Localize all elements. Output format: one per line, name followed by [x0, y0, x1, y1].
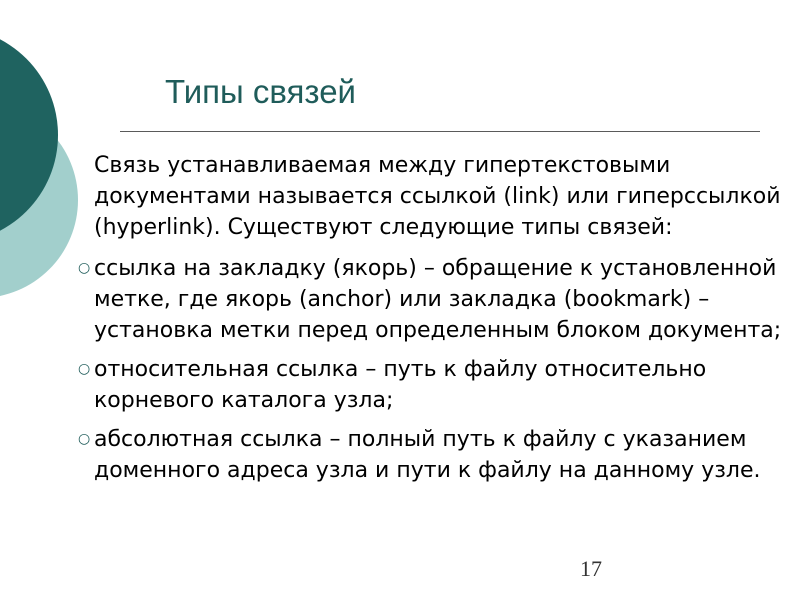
slide-title: Типы связей — [165, 73, 356, 110]
bullet-text: ссылка на закладку (якорь) – обращение к установленной метке, где якорь (anchor) или закладка (bookmark) – установка метки перед определенным блоком документа; — [94, 256, 782, 343]
bullet-item — [78, 424, 788, 486]
bullet-item — [78, 354, 788, 416]
bullet-circle-icon: ○ — [78, 431, 91, 447]
slide-body — [78, 150, 788, 494]
bullet-circle-icon: ○ — [78, 361, 91, 377]
title-divider — [120, 131, 760, 132]
page-number: 17 — [580, 556, 602, 581]
bullet-text: относительная ссылка – путь к файлу относительно корневого каталога узла; — [94, 357, 707, 413]
intro-paragraph: Связь устанавливаемая между гипертекстовыми документами называется ссылкой (link) или гиперссылкой (hyperlink). Существуют следующие типы связей: — [94, 153, 781, 240]
bullet-item — [78, 253, 788, 346]
bullet-text: абсолютная ссылка – полный путь к файлу с указанием доменного адреса узла и пути к файлу на данному узле. — [94, 427, 761, 483]
bullet-circle-icon: ○ — [78, 260, 91, 276]
